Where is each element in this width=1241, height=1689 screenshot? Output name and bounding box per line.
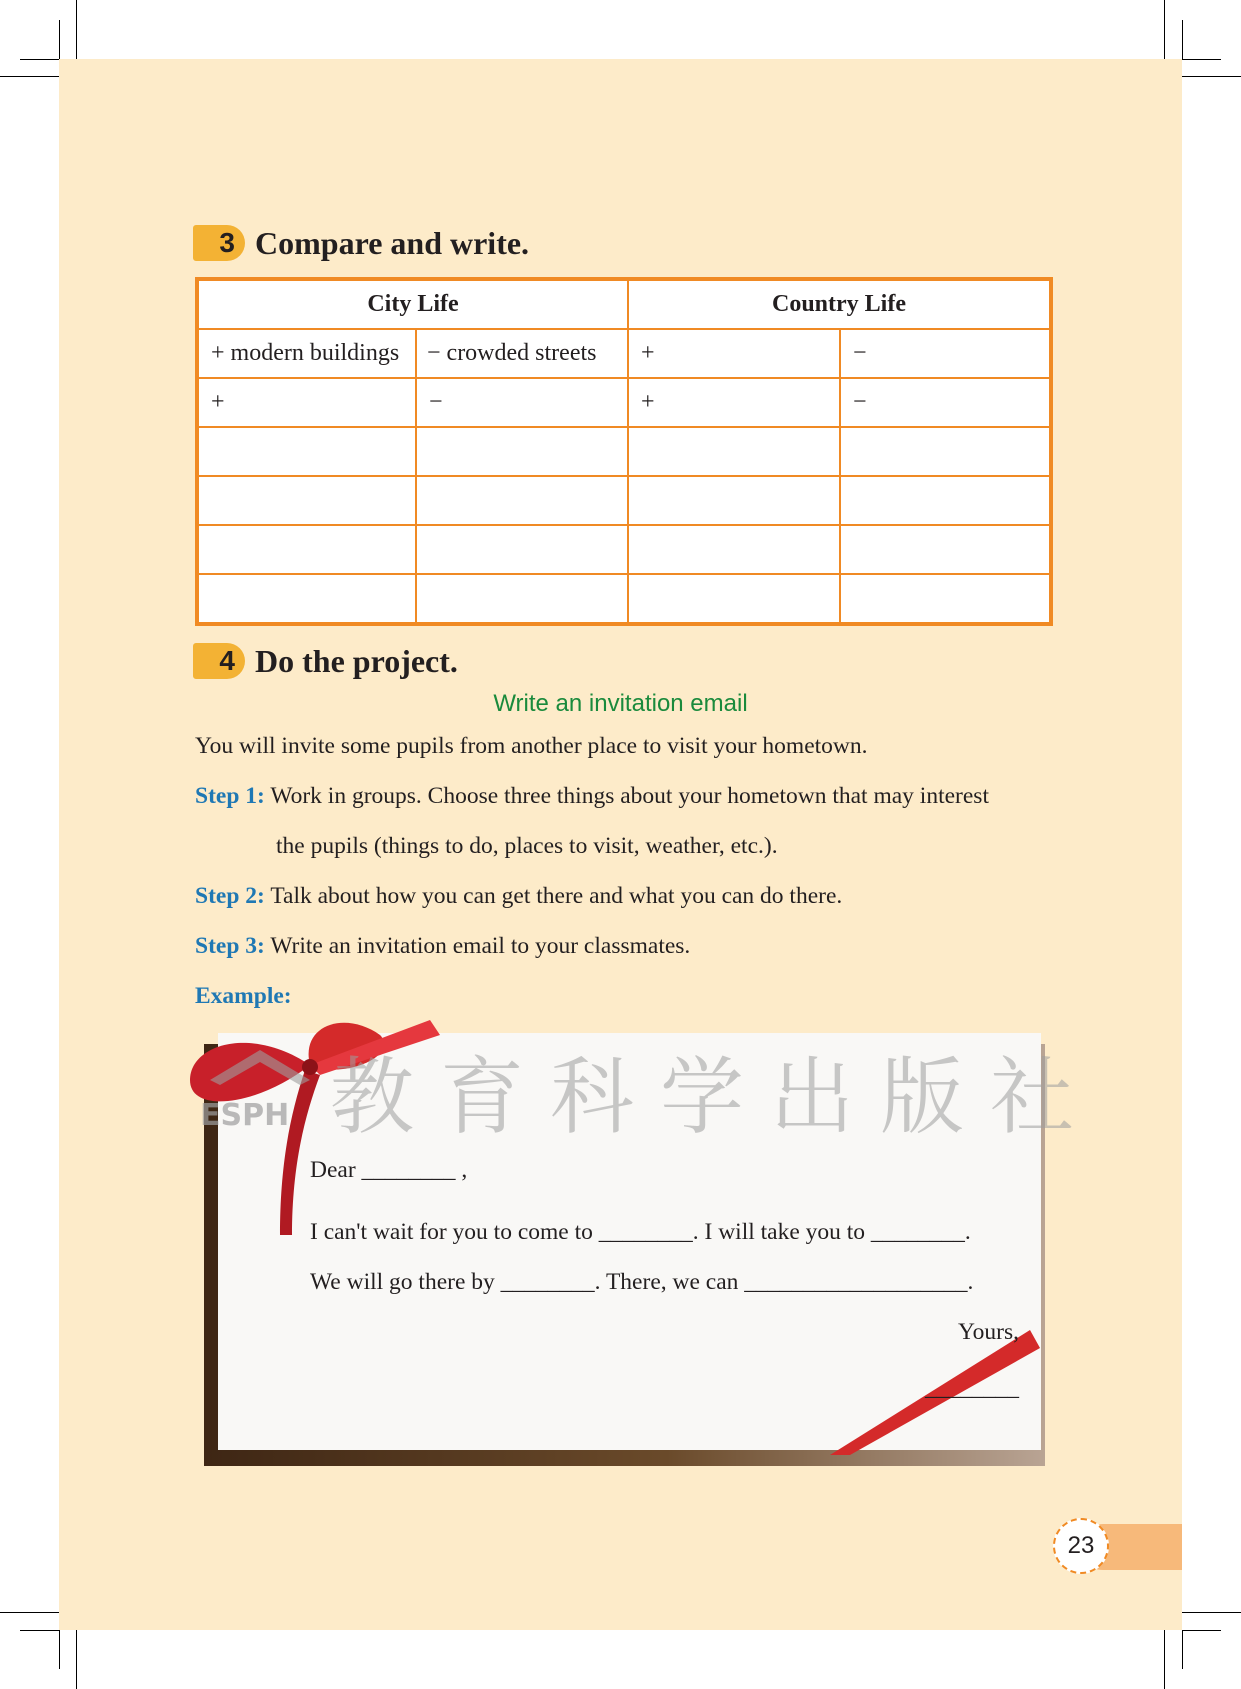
table-cell[interactable] xyxy=(197,476,416,525)
section-number-badge: 3 xyxy=(193,225,245,261)
table-cell[interactable] xyxy=(840,476,1051,525)
step-label: Step 3: xyxy=(195,933,265,959)
table-cell[interactable]: + xyxy=(628,378,840,427)
step-text: Write an invitation email to your classmates. xyxy=(270,933,691,959)
logo-text: ESPH xyxy=(200,1098,290,1130)
table-cell[interactable] xyxy=(840,525,1051,574)
table-cell[interactable] xyxy=(416,427,628,476)
section-title: Do the project. xyxy=(255,642,458,679)
example-label: Example: xyxy=(195,983,292,1009)
table-row xyxy=(197,476,1051,525)
compare-table xyxy=(195,277,1053,626)
table-cell[interactable] xyxy=(416,476,628,525)
table-cell[interactable] xyxy=(416,525,628,574)
table-cell[interactable] xyxy=(197,525,416,574)
table-cell[interactable]: − xyxy=(840,329,1051,378)
table-cell[interactable] xyxy=(416,574,628,624)
table-cell[interactable]: − crowded streets xyxy=(416,329,628,378)
email-line-2: We will go there by ________. There, we can ___________________. xyxy=(310,1269,974,1295)
project-intro: You will invite some pupils from another place to visit your hometown. xyxy=(195,733,868,759)
step-2 xyxy=(195,883,842,910)
table-header-row xyxy=(197,279,1051,329)
table-cell[interactable] xyxy=(628,427,840,476)
table-header: Country Life xyxy=(628,279,1051,329)
table-row xyxy=(197,378,1051,427)
table-cell[interactable] xyxy=(197,427,416,476)
step-text: Talk about how you can get there and what you can do there. xyxy=(270,883,843,909)
table-cell[interactable]: + xyxy=(628,329,840,378)
table-cell[interactable] xyxy=(628,525,840,574)
section-4-heading xyxy=(193,641,458,681)
email-line-1: I can't wait for you to come to ________. I will take you to ________. xyxy=(310,1219,971,1245)
step-label: Step 2: xyxy=(195,883,265,909)
table-row xyxy=(197,329,1051,378)
table-row xyxy=(197,574,1051,624)
step-3 xyxy=(195,933,690,960)
table-row xyxy=(197,525,1051,574)
email-greeting: Dear ________ , xyxy=(310,1157,468,1183)
table-cell[interactable]: + xyxy=(197,378,416,427)
publisher-logo-icon xyxy=(200,1040,320,1135)
table-cell[interactable]: − xyxy=(416,378,628,427)
section-title: Compare and write. xyxy=(255,224,530,261)
table-cell[interactable] xyxy=(840,574,1051,624)
step-text: Work in groups. Choose three things about your hometown that may interest xyxy=(270,783,989,809)
table-cell[interactable] xyxy=(628,476,840,525)
project-subtitle: Write an invitation email xyxy=(493,690,748,717)
table-header: City Life xyxy=(197,279,628,329)
section-3-heading xyxy=(193,223,529,263)
step-label: Step 1: xyxy=(195,783,265,809)
table-cell[interactable] xyxy=(628,574,840,624)
table-cell[interactable] xyxy=(197,574,416,624)
email-signature: ________ xyxy=(925,1375,1019,1401)
section-number-badge: 4 xyxy=(193,643,245,679)
step-1 xyxy=(195,783,989,810)
table-cell[interactable] xyxy=(840,427,1051,476)
email-closing: Yours, xyxy=(958,1319,1019,1345)
table-cell[interactable]: + modern buildings xyxy=(197,329,416,378)
page-number: 23 xyxy=(1053,1518,1109,1574)
table-row xyxy=(197,427,1051,476)
table-cell[interactable]: − xyxy=(840,378,1051,427)
step-1-continued: the pupils (things to do, places to visit, weather, etc.). xyxy=(276,833,778,859)
publisher-watermark: 教育科学出版社 xyxy=(330,1048,1101,1146)
